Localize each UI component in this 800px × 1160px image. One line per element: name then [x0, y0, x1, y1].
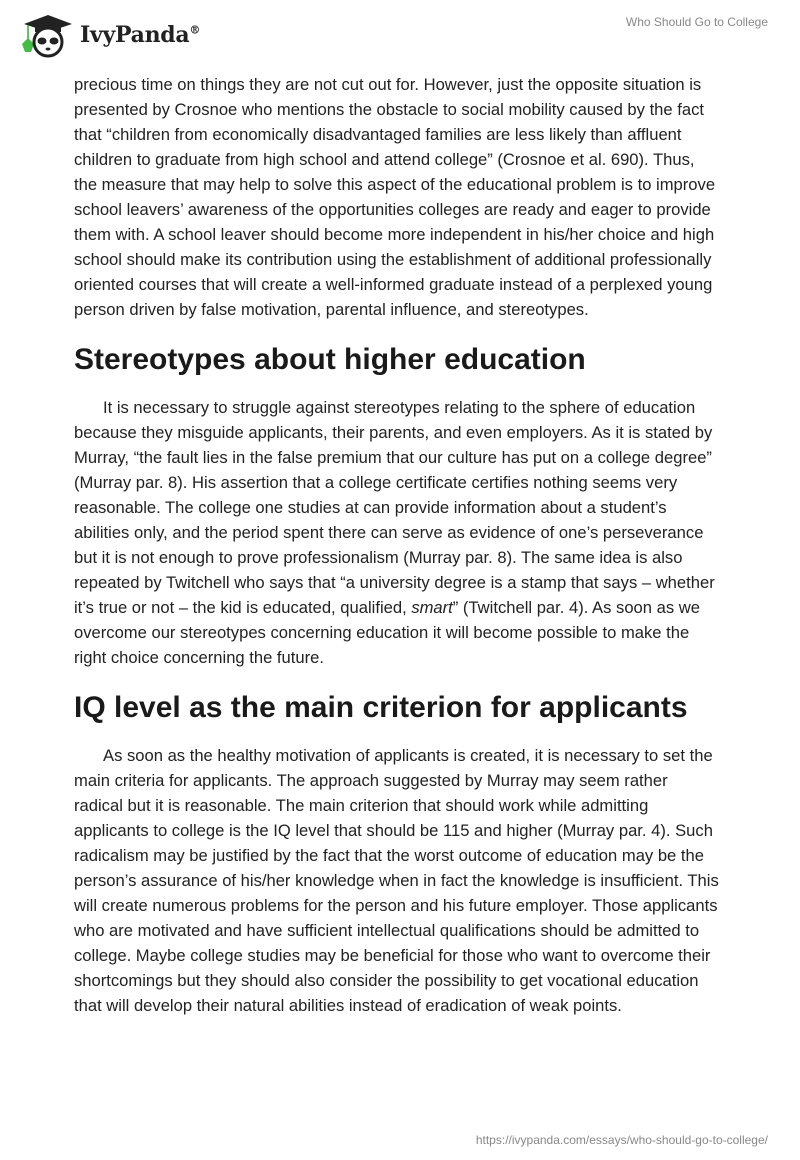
text-line: It is necessary to struggle against stereotypes relating to the sphere of education [103, 398, 696, 417]
logo[interactable] [18, 12, 200, 58]
text-line: who are motivated and have sufficient intellectual qualifications should be admitted to [74, 921, 700, 940]
text-line: repeated by Twitchell who says that “a university degree is a stamp that says – whether [74, 573, 715, 592]
text-line: Murray, “the fault lies in the false premium that our culture has put on a college degree” [74, 448, 712, 467]
section-heading-iq: IQ level as the main criterion for applicants [74, 691, 688, 724]
text-line: As soon as the healthy motivation of applicants is created, it is necessary to set the [103, 746, 713, 765]
essay-content [74, 72, 754, 1018]
text-line: school should make its contribution using the establishment of additional professionally [74, 250, 712, 269]
text-line: but it is not enough to prove professionalism (Murray par. 8). The same idea is also [74, 548, 683, 567]
text-line: applicants to college is the IQ level that should be 115 and higher (Murray par. 4). Such [74, 821, 713, 840]
paragraph-2 [74, 395, 754, 670]
text-line: them with. A school leaver should become more independent in his/her choice and high [74, 225, 715, 244]
text-line: that “children from economically disadvantaged families are less likely than affluent [74, 125, 682, 144]
text-line: college. Maybe college studies may be beneficial for those who want to overcome their [74, 946, 711, 965]
text-line: (Murray par. 8). His assertion that a college certificate certifies nothing seems very [74, 473, 678, 492]
text-line: reasonable. The college one studies at can provide information about a student’s [74, 498, 667, 517]
text-line: will create numerous problems for the person and his future employer. Those applicants [74, 896, 718, 915]
text-line: oriented courses that will create a well-informed graduate instead of a perplexed young [74, 275, 713, 294]
section-heading-stereotypes: Stereotypes about higher education [74, 343, 586, 376]
text-line: precious time on things they are not cut out for. However, just the opposite situation is [74, 75, 702, 94]
text-line: radical but it is reasonable. The main criterion that should work while admitting [74, 796, 649, 815]
text-line: children to graduate from high school and attend college” (Crosnoe et al. 690). Thus, [74, 150, 695, 169]
text-line: it’s true or not – the kid is educated, qualified, smart” (Twitchell par. 4). As soon as we [74, 598, 700, 617]
text-line: school leavers’ awareness of the opportunities colleges are ready and eager to provide [74, 200, 711, 219]
source-url: https://ivypanda.com/essays/who-should-go-to-college/ [475, 1133, 768, 1147]
document-title: Who Should Go to College [625, 15, 768, 29]
text-line: radicalism may be justified by the fact that the worst outcome of education may be the [74, 846, 704, 865]
text-line: the measure that may help to solve this aspect of the educational problem is to improve [74, 175, 716, 194]
text-line: abilities only, and the period spent there can serve as evidence of one’s perseverance [74, 523, 704, 542]
logo-text: IvyPanda® [80, 22, 201, 48]
text-line: person’s assurance of his/her knowledge when in fact the knowledge is insufficient. This [74, 871, 719, 890]
paragraph-3 [74, 743, 754, 1018]
text-line: that will develop their natural abilities instead of eradication of weak points. [74, 996, 622, 1015]
text-line: person driven by false motivation, parental influence, and stereotypes. [74, 300, 589, 319]
text-line: right choice concerning the future. [74, 648, 324, 667]
paragraph-1 [74, 72, 754, 322]
text-line: because they misguide applicants, their parents, and even employers. As it is stated by [74, 423, 713, 442]
text-line: presented by Crosnoe who mentions the obstacle to social mobility caused by the fact [74, 100, 704, 119]
text-line: main criteria for applicants. The approach suggested by Murray may seem rather [74, 771, 668, 790]
text-line: shortcomings but they should also consider the possibility to get vocational education [74, 971, 699, 990]
text-line: overcome our stereotypes concerning education it will become possible to make the [74, 623, 690, 642]
panda-logo-icon [18, 12, 74, 58]
